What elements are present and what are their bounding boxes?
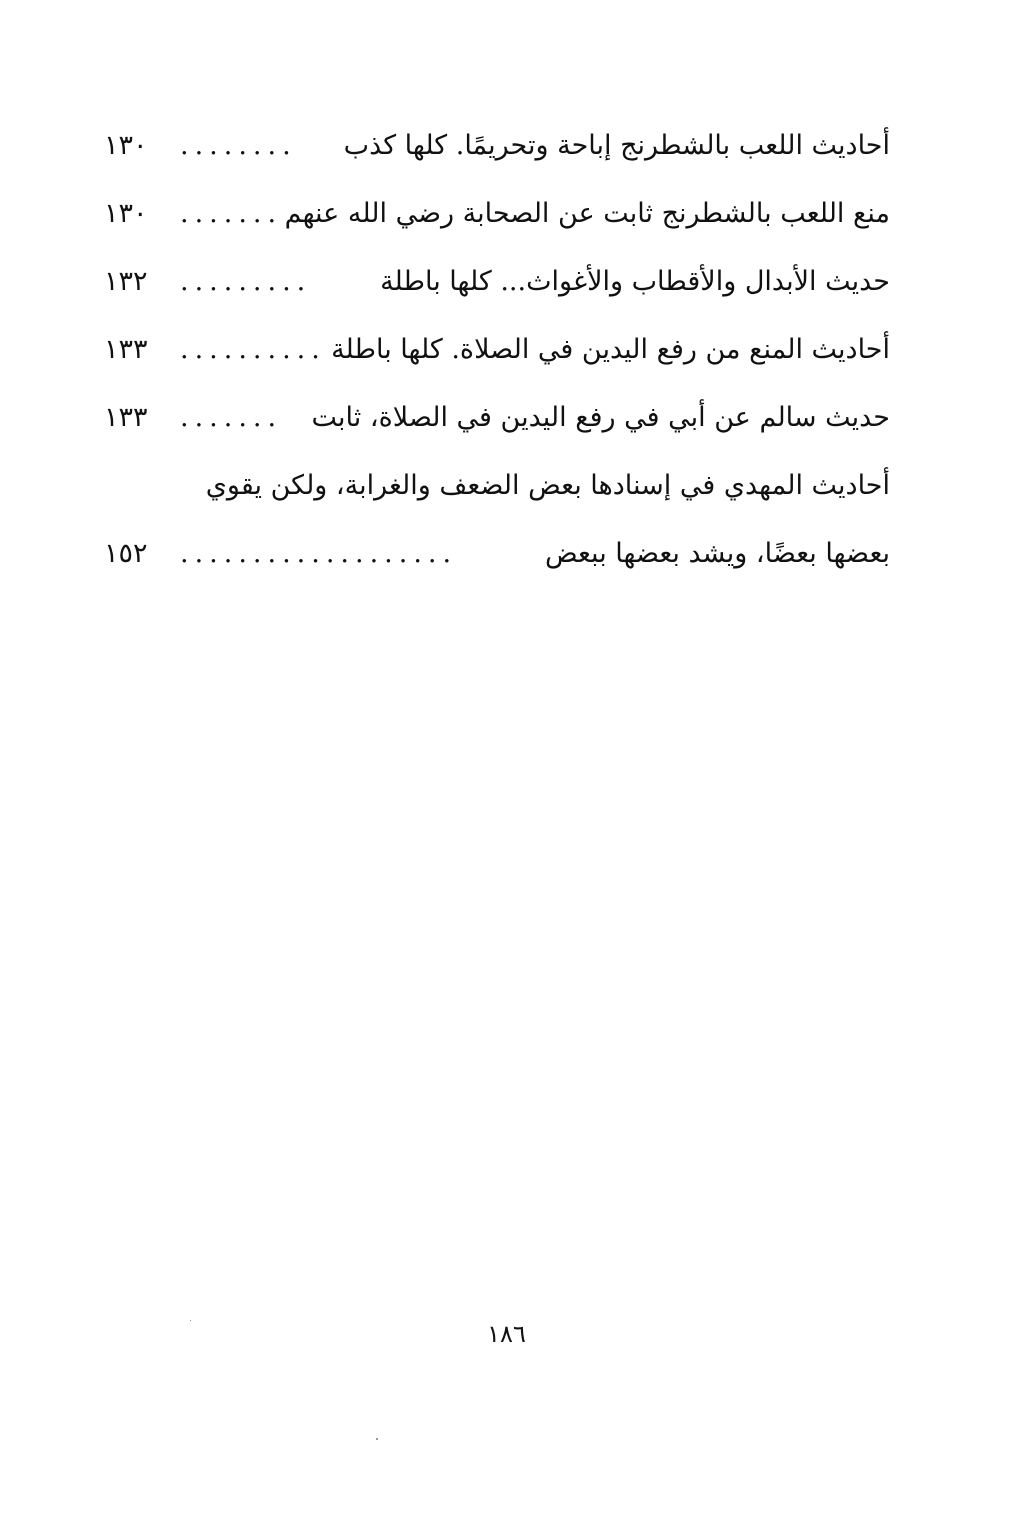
page-number: ١٨٦ — [487, 1320, 526, 1348]
toc-entry-leader: ................... — [180, 538, 458, 569]
toc-entry — [104, 316, 890, 384]
toc-entry-title: أحاديث المنع من رفع اليدين في الصلاة. كلها باطلة — [331, 334, 890, 365]
toc-entry-page: ١٣٠ — [104, 130, 148, 161]
scan-speck — [190, 1320, 191, 1321]
toc-entry-page: ١٥٢ — [104, 538, 148, 569]
toc-entry — [104, 248, 890, 316]
toc-entry — [104, 384, 890, 452]
toc-entry-leader: ........ — [180, 130, 297, 161]
toc-entry-page: ١٣٢ — [104, 266, 148, 297]
scan-speck — [376, 1438, 378, 1440]
toc-entry-leader: ......... — [180, 266, 312, 297]
toc-entry-title: منع اللعب بالشطرنج ثابت عن الصحابة رضي الله عنهم — [284, 198, 890, 229]
toc-entry-title: أحاديث المهدي في إسنادها بعض الضعف والغرابة، ولكن يقوي — [205, 470, 890, 501]
toc-entry-continuation — [104, 520, 890, 588]
toc-entry-first-line — [104, 452, 890, 520]
toc-entry-title: بعضها بعضًا، ويشد بعضها ببعض — [544, 538, 890, 569]
toc-entry-title: حديث الأبدال والأقطاب والأغواث... كلها باطلة — [380, 266, 890, 297]
table-of-contents — [104, 112, 890, 588]
toc-entry-leader: ....... — [180, 402, 283, 433]
toc-entry-title: أحاديث اللعب بالشطرنج إباحة وتحريمًا. كلها كذب — [343, 130, 890, 161]
toc-entry-title: حديث سالم عن أبي في رفع اليدين في الصلاة، ثابت — [311, 402, 890, 433]
toc-entry-page: ١٣٣ — [104, 402, 148, 433]
toc-entry-page: ١٣٠ — [104, 198, 148, 229]
toc-entry-leader: ....... — [180, 198, 283, 229]
toc-entry-leader: .......... — [180, 334, 326, 365]
toc-entry — [104, 180, 890, 248]
toc-entry-page: ١٣٣ — [104, 334, 148, 365]
toc-entry — [104, 112, 890, 180]
